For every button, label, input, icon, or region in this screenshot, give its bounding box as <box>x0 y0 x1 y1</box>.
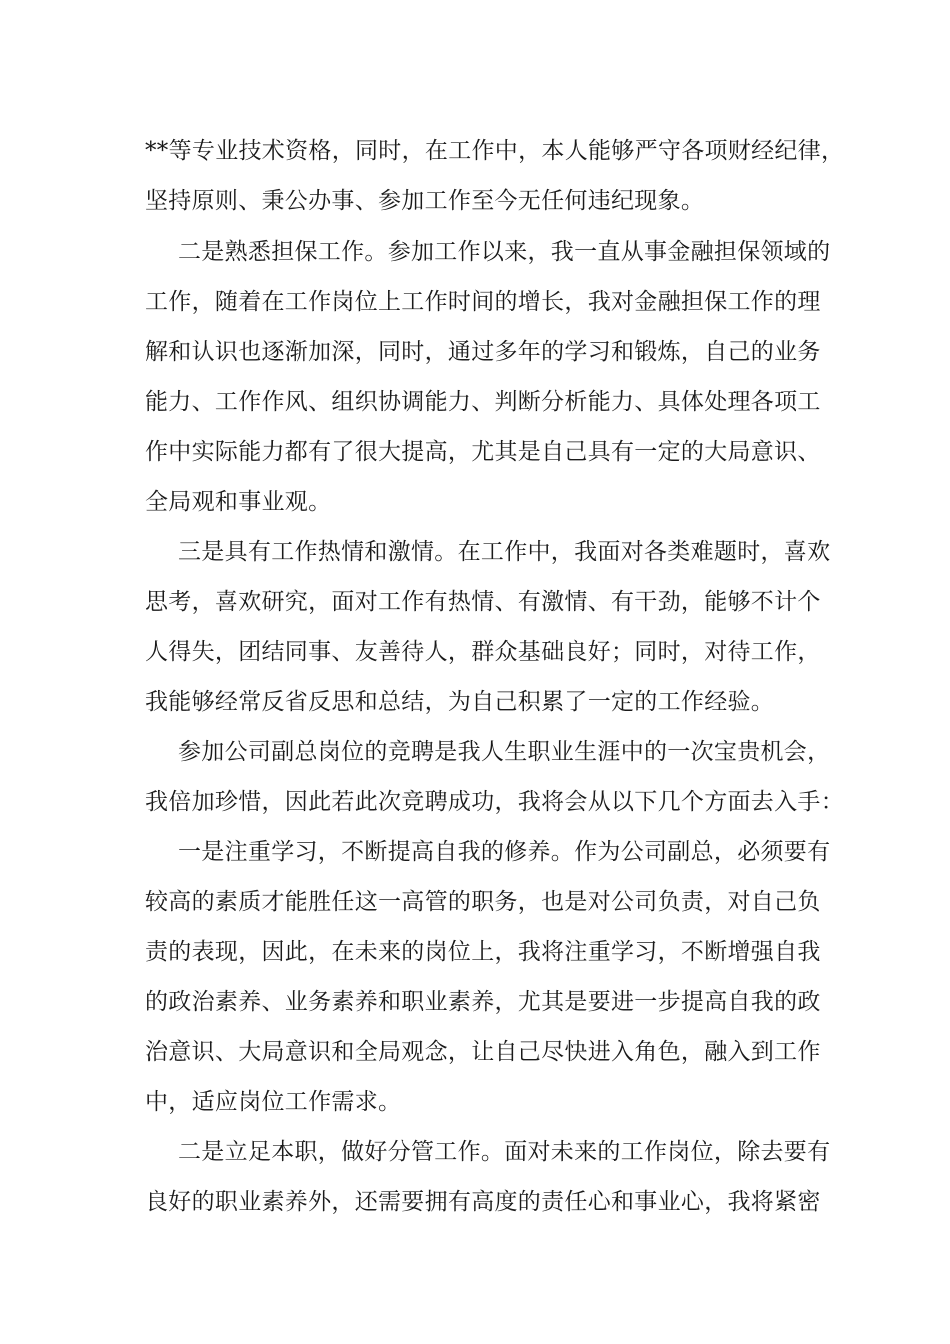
text-line: 作中实际能力都有了很大提高，尤其是自己具有一定的大局意识、 <box>145 439 821 465</box>
text-line: 思考，喜欢研究，面对工作有热情、有激情、有干劲，能够不计个 <box>145 589 821 615</box>
text-line: 二是熟悉担保工作。参加工作以来，我一直从事金融担保领域的 <box>178 239 831 265</box>
text-line: 责的表现，因此，在未来的岗位上，我将注重学习，不断增强自我 <box>145 939 821 965</box>
text-line: 全局观和事业观。 <box>145 489 332 515</box>
text-line: 一是注重学习，不断提高自我的修养。作为公司副总，必须要有 <box>178 839 831 865</box>
text-line: 我倍加珍惜，因此若此次竞聘成功，我将会从以下几个方面去入手： <box>145 789 844 815</box>
text-line: 较高的素质才能胜任这一高管的职务，也是对公司负责，对自己负 <box>145 889 821 915</box>
text-line: 参加公司副总岗位的竞聘是我人生职业生涯中的一次宝贵机会， <box>178 739 831 765</box>
text-line: 解和认识也逐渐加深，同时，通过多年的学习和锻炼，自己的业务 <box>145 339 821 365</box>
text-line: 我能够经常反省反思和总结，为自己积累了一定的工作经验。 <box>145 689 775 715</box>
text-line: 工作，随着在工作岗位上工作时间的增长，我对金融担保工作的理 <box>145 289 821 315</box>
text-line: 人得失，团结同事、友善待人，群众基础良好；同时，对待工作， <box>145 639 821 665</box>
text-line: 良好的职业素养外，还需要拥有高度的责任心和事业心，我将紧密 <box>145 1189 821 1215</box>
text-line: 二是立足本职，做好分管工作。面对未来的工作岗位，除去要有 <box>178 1139 831 1165</box>
text-line: 治意识、大局意识和全局观念，让自己尽快进入角色，融入到工作 <box>145 1039 821 1065</box>
text-line: 的政治素养、业务素养和职业素养，尤其是要进一步提高自我的政 <box>145 989 821 1015</box>
text-line: 中，适应岗位工作需求。 <box>145 1089 402 1115</box>
text-line: 坚持原则、秉公办事、参加工作至今无任何违纪现象。 <box>145 188 705 214</box>
text-line: **等专业技术资格，同时，在工作中，本人能够严守各项财经纪律， <box>145 138 845 164</box>
text-line: 三是具有工作热情和激情。在工作中，我面对各类难题时，喜欢 <box>178 539 831 565</box>
text-line: 能力、工作作风、组织协调能力、判断分析能力、具体处理各项工 <box>145 389 821 415</box>
